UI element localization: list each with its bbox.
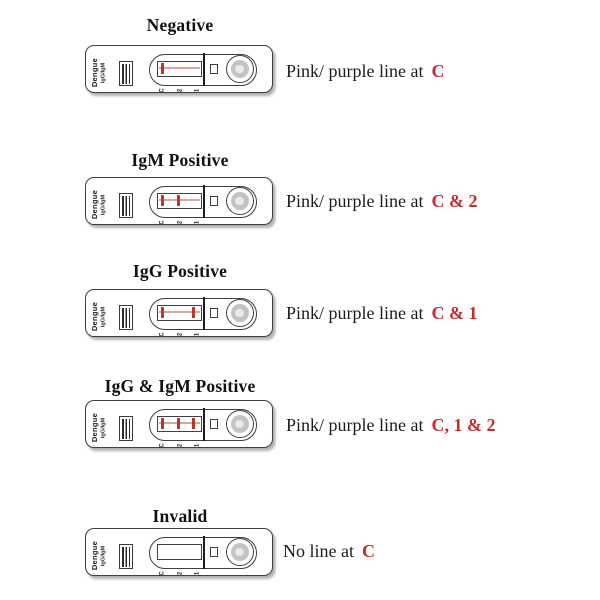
test-cassette-igg-positive <box>85 289 273 337</box>
highlight-text: C & 1 <box>431 303 478 323</box>
barcode-bars <box>122 308 130 328</box>
sample-well-center <box>235 309 244 318</box>
sample-well-center <box>235 65 244 74</box>
window-label-1: 1 <box>194 220 200 224</box>
window-label-1: 1 <box>194 443 200 447</box>
test-type-label: IgG/IgM <box>100 306 107 328</box>
description-text-igg-positive <box>286 301 477 325</box>
window-label-1: 1 <box>194 332 200 336</box>
description-text-invalid <box>283 539 375 563</box>
barcode-bars <box>122 547 130 567</box>
result-assembly <box>149 409 257 441</box>
test-cassette-igm-positive <box>85 177 273 225</box>
window-label-C: C <box>159 87 165 93</box>
barcode-icon <box>119 61 133 86</box>
alignment-square <box>210 64 219 75</box>
test-type-label: IgG/IgM <box>100 545 107 567</box>
test-line-2 <box>177 418 180 428</box>
barcode-bars <box>122 419 130 439</box>
sample-well <box>226 410 254 438</box>
result-title-invalid: Invalid <box>152 506 208 526</box>
barcode-icon <box>119 193 133 218</box>
brand-label: Dengue <box>90 301 99 332</box>
result-window <box>157 416 202 432</box>
sample-well <box>226 187 254 215</box>
window-divider <box>203 297 206 330</box>
window-divider <box>203 408 206 441</box>
test-line-C <box>161 418 164 428</box>
barcode-icon <box>119 305 133 330</box>
highlight-text: C, 1 & 2 <box>431 415 496 435</box>
window-label-2: 2 <box>177 332 183 336</box>
window-divider <box>203 536 206 569</box>
window-label-C: C <box>159 331 165 337</box>
result-title-negative: Negative <box>146 15 214 35</box>
result-window <box>157 305 202 321</box>
window-label-2: 2 <box>177 571 183 575</box>
result-title-igg-igm-positive: IgG & IgM Positive <box>104 376 256 396</box>
test-type-label: IgG/IgM <box>100 417 107 439</box>
highlight-text: C & 2 <box>431 191 478 211</box>
window-label-C: C <box>159 219 165 225</box>
result-title-igm-positive: IgM Positive <box>131 150 229 170</box>
strip-midline <box>159 67 200 68</box>
window-label-2: 2 <box>177 443 183 447</box>
result-assembly <box>149 186 257 218</box>
result-window <box>157 193 202 209</box>
barcode-bars <box>122 64 130 84</box>
alignment-square <box>210 547 219 558</box>
window-label-1: 1 <box>194 571 200 575</box>
alignment-square <box>210 308 219 319</box>
description-prefix: Pink/ purple line at <box>286 61 424 81</box>
result-title-igg-positive: IgG Positive <box>132 261 228 281</box>
brand-label: Dengue <box>90 540 99 571</box>
window-divider <box>203 53 206 86</box>
barcode-icon <box>119 544 133 569</box>
brand-label: Dengue <box>90 412 99 443</box>
description-prefix: Pink/ purple line at <box>286 303 424 323</box>
test-line-2 <box>177 195 180 205</box>
window-label-C: C <box>159 442 165 448</box>
description-prefix: Pink/ purple line at <box>286 415 424 435</box>
test-line-1 <box>192 418 195 428</box>
test-line-1 <box>192 307 195 317</box>
sample-well-center <box>235 197 244 206</box>
description-prefix: Pink/ purple line at <box>286 191 424 211</box>
result-window <box>157 544 202 560</box>
sample-well-rim <box>231 304 249 322</box>
description-text-igm-positive <box>286 189 477 213</box>
alignment-square <box>210 196 219 207</box>
window-divider <box>203 185 206 218</box>
sample-well-rim <box>231 60 249 78</box>
brand-label: Dengue <box>90 57 99 88</box>
sample-well <box>226 299 254 327</box>
sample-well <box>226 538 254 566</box>
window-label-2: 2 <box>177 220 183 224</box>
test-type-label: IgG/IgM <box>100 194 107 216</box>
test-type-label: IgG/IgM <box>100 62 107 84</box>
result-assembly <box>149 537 257 569</box>
window-label-1: 1 <box>194 88 200 92</box>
sample-well-center <box>235 420 244 429</box>
result-assembly <box>149 298 257 330</box>
barcode-bars <box>122 196 130 216</box>
test-cassette-invalid <box>85 528 273 576</box>
sample-well-rim <box>231 543 249 561</box>
test-cassette-igg-igm-positive <box>85 400 273 448</box>
window-label-2: 2 <box>177 88 183 92</box>
sample-well-center <box>235 548 244 557</box>
description-prefix: No line at <box>283 541 354 561</box>
sample-well <box>226 55 254 83</box>
sample-well-rim <box>231 192 249 210</box>
window-label-C: C <box>159 570 165 576</box>
test-line-C <box>161 195 164 205</box>
test-line-C <box>161 63 164 73</box>
barcode-icon <box>119 416 133 441</box>
test-cassette-negative <box>85 45 273 93</box>
highlight-text: C <box>431 61 445 81</box>
sample-well-rim <box>231 415 249 433</box>
test-line-C <box>161 307 164 317</box>
alignment-square <box>210 419 219 430</box>
description-text-negative <box>286 59 444 83</box>
highlight-text: C <box>361 541 375 561</box>
description-text-igg-igm-positive <box>286 413 495 437</box>
brand-label: Dengue <box>90 189 99 220</box>
result-assembly <box>149 54 257 86</box>
result-window <box>157 61 202 77</box>
